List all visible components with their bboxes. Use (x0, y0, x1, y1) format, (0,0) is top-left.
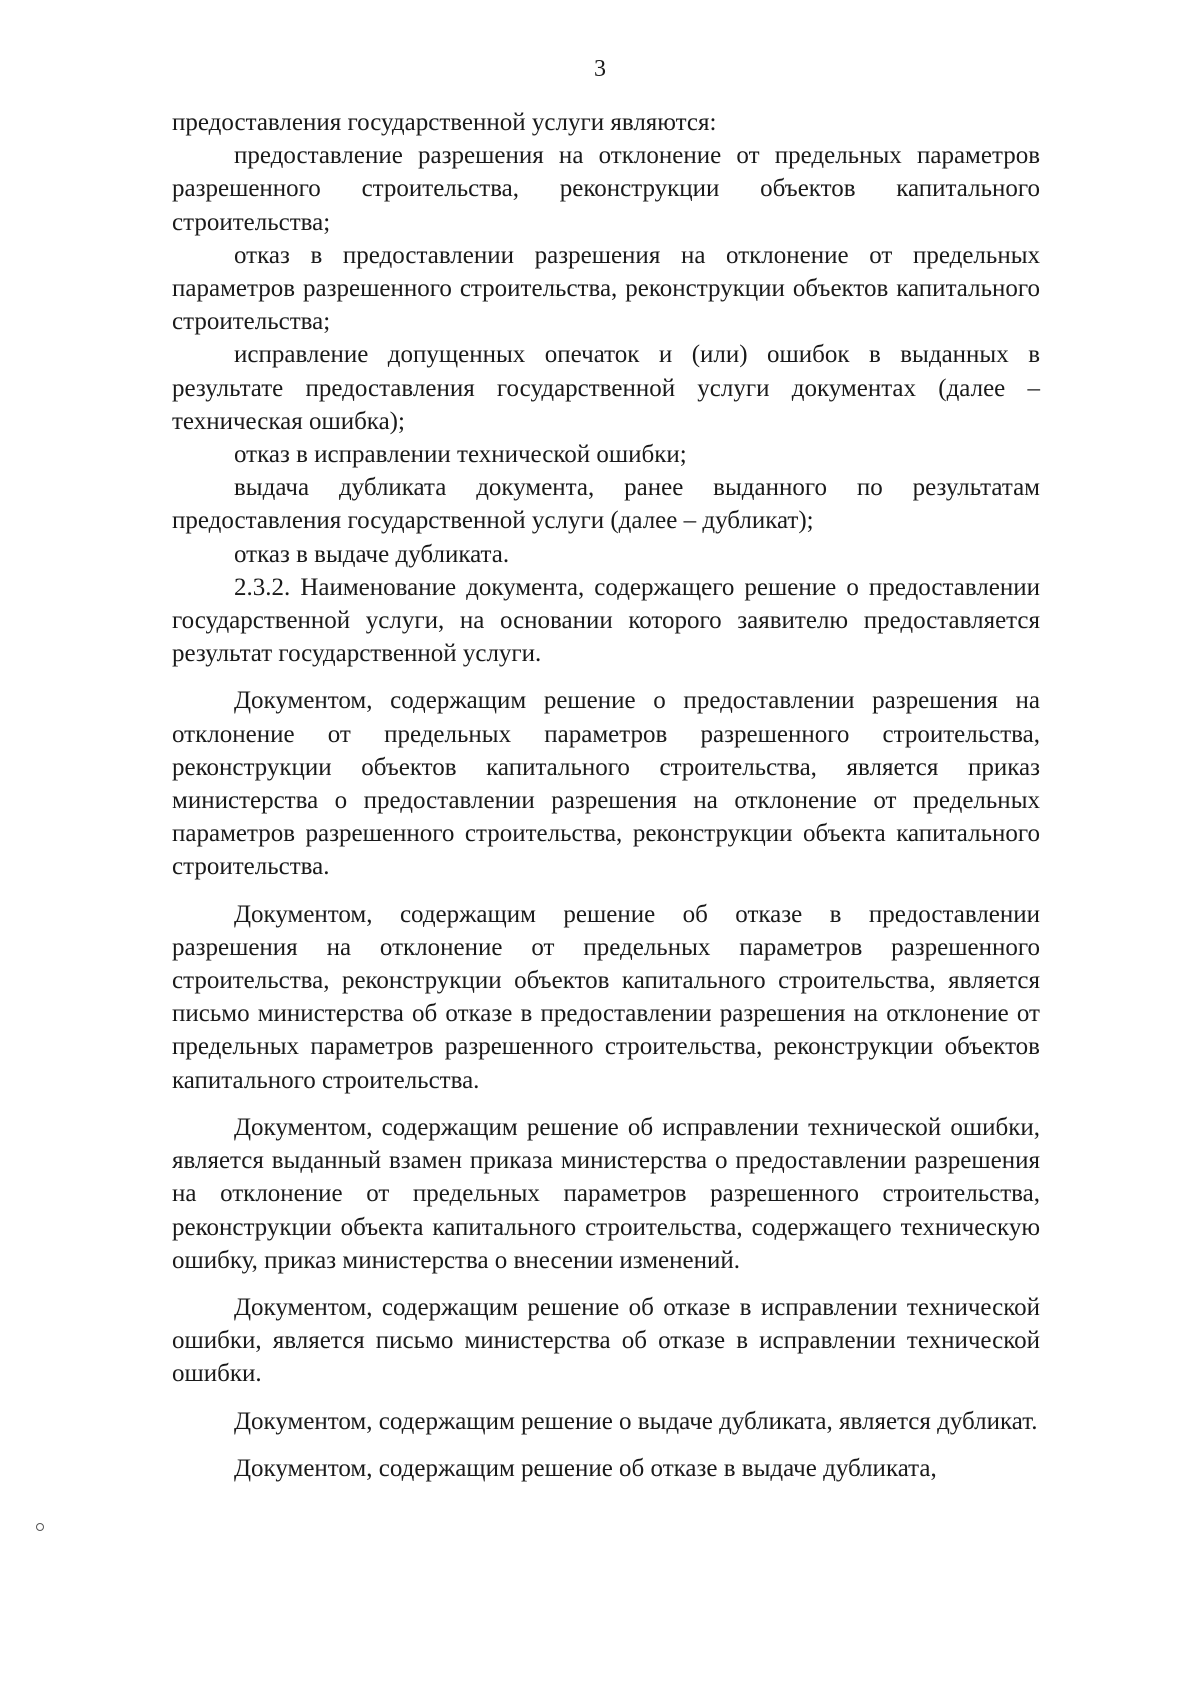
paragraph-section-2-3-2: 2.3.2. Наименование документа, содержащего решение о предоставлении государственной услуги, на основании которого заявителю предоставляется результат государственной услуги. (172, 573, 1040, 668)
paragraph-result-grant: предоставление разрешения на отклонение от предельных параметров разрешенного строительства, реконструкции объектов капитального строительства; (172, 142, 1040, 236)
paragraph-document-refusal: Документом, содержащим решение об отказе в предоставлении разрешения на отклонение от предельных параметров разрешенного строительства, реконструкции объектов капитального строительства, является письмо министерства об отказе в предоставлении разрешения на отклонение от предельных параметров разрешенного строительства, реконструкции объектов капитального строительства. (172, 900, 1040, 1094)
paragraph-continuation: предоставления государственной услуги являются: (172, 109, 717, 136)
paragraph-document-correction-refusal: Документом, содержащим решение об отказе в исправлении технической ошибки, является письмо министерства об отказе в исправлении технической ошибки. (172, 1293, 1040, 1388)
paragraph-document-correction: Документом, содержащим решение об исправлении технической ошибки, является выданный взамен приказа министерства о предоставлении разрешения на отклонение от предельных параметров разрешенного строительства, реконструкции объекта капитального строительства, содержащего техническую ошибку, приказ министерства о внесении изменений. (172, 1113, 1040, 1274)
paragraph-result-refusal: отказ в предоставлении разрешения на отклонение от предельных параметров разрешенного строительства, реконструкции объектов капитального строительства; (172, 241, 1040, 336)
page-number: 3 (594, 56, 606, 82)
document-body (172, 106, 1040, 1485)
paragraph-result-correction: исправление допущенных опечаток и (или) ошибок в выданных в результате предоставления государственной услуги документах (далее – техническая ошибка); (172, 341, 1040, 435)
paragraph-document-duplicate: Документом, содержащим решение о выдаче дубликата, является дубликат. (234, 1407, 1038, 1435)
paragraph-result-duplicate: выдача дубликата документа, ранее выданного по результатам предоставления государственной услуги (далее – дубликат); (172, 474, 1040, 535)
paragraph-result-duplicate-refusal: отказ в выдаче дубликата. (234, 540, 510, 568)
paragraph-result-correction-refusal: отказ в исправлении технической ошибки; (234, 441, 687, 469)
paragraph-document-duplicate-refusal: Документом, содержащим решение об отказе в выдаче дубликата, (234, 1454, 937, 1482)
paragraph-document-grant: Документом, содержащим решение о предоставлении разрешения на отклонение от предельных параметров разрешенного строительства, реконструкции объектов капитального строительства, является приказ министерства о предоставлении разрешения на отклонение от предельных параметров разрешенного строительства, реконструкции объекта капитального строительства. (172, 687, 1040, 881)
margin-dot (36, 1523, 44, 1531)
